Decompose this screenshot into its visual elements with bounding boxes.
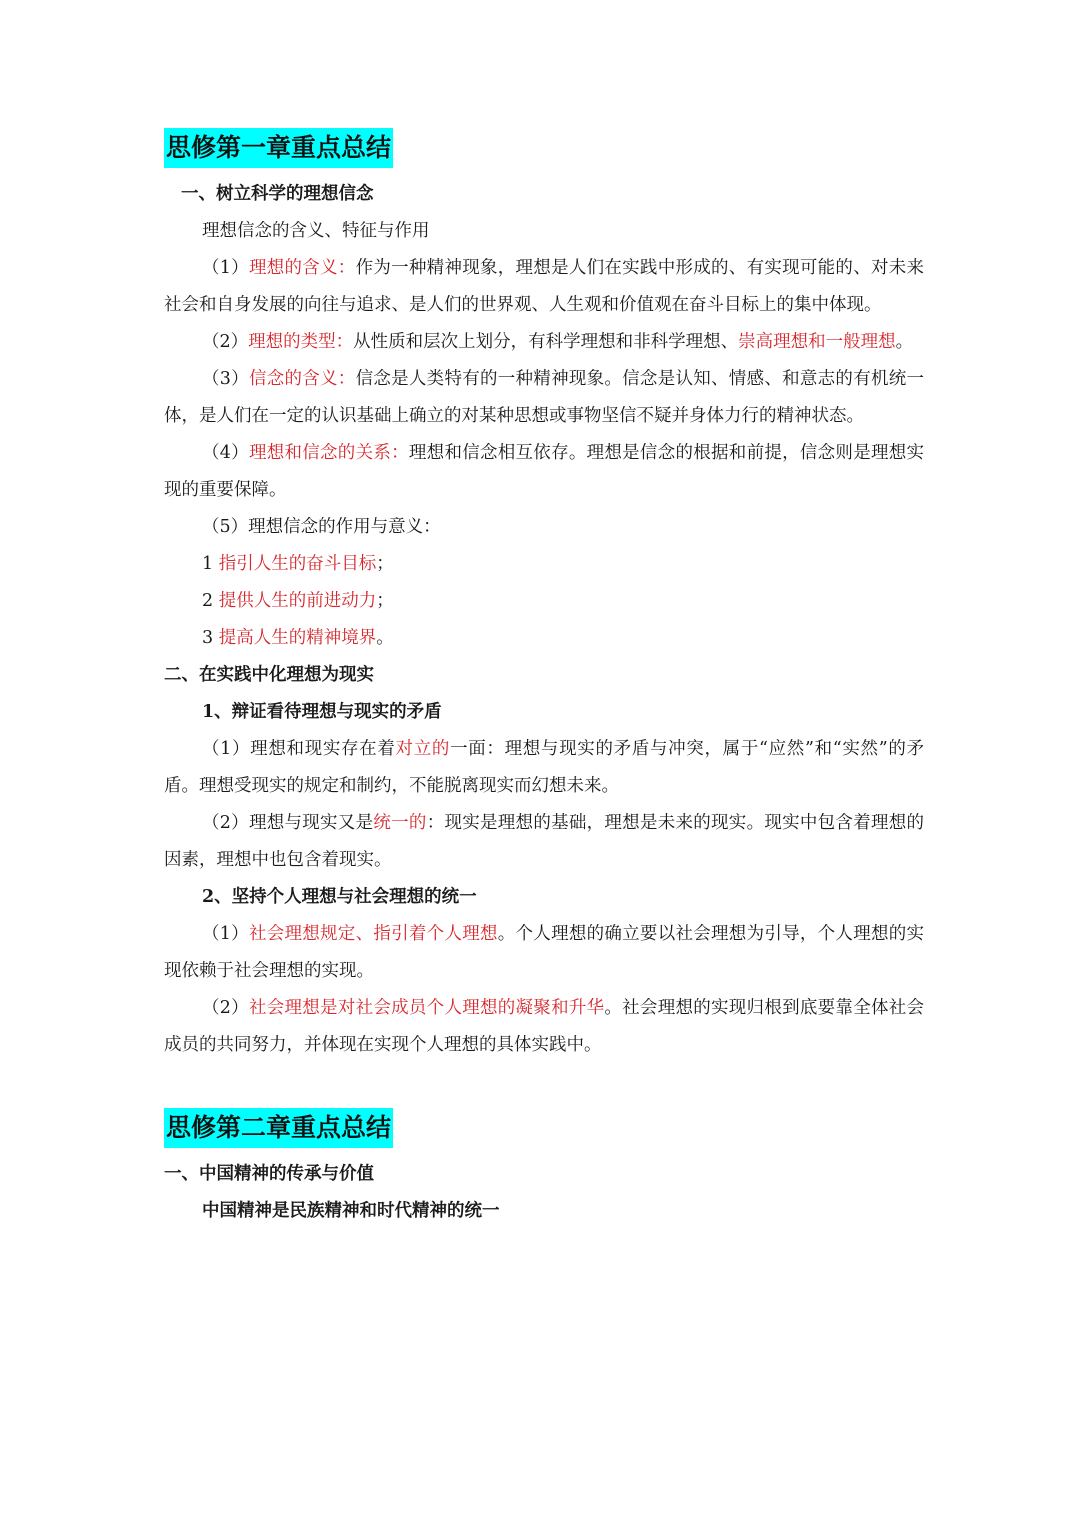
item-number: （2） bbox=[202, 998, 249, 1018]
section1-heading: 一、树立科学的理想信念 bbox=[181, 184, 374, 204]
chapter2-title: 思修第二章重点总结 bbox=[164, 1108, 393, 1148]
paragraph-lead: （2）理想与现实又是 bbox=[202, 813, 374, 833]
list-end: ； bbox=[376, 591, 394, 611]
paragraph-text: 一面：理想与现实的矛盾与冲突，属于“应然”和“实然”的矛盾。理想受现实的规定和制约，不能脱离现实而幻想未来。 bbox=[164, 739, 924, 796]
paragraph-end: 。 bbox=[895, 332, 914, 352]
highlight-term: 理想的类型： bbox=[248, 332, 354, 352]
paragraph-unity bbox=[164, 805, 924, 879]
highlight-term: 信念的含义： bbox=[248, 369, 356, 389]
highlight-term: 崇高理想和一般理想 bbox=[738, 332, 896, 352]
paragraph-social-sublimation bbox=[164, 990, 924, 1064]
highlight-term: 统一的 bbox=[373, 813, 427, 833]
paragraph-social-guides-personal bbox=[164, 916, 924, 990]
paragraph-belief-meaning bbox=[164, 361, 924, 435]
list-item bbox=[164, 583, 924, 620]
chapter2-title-row bbox=[164, 1108, 924, 1148]
list-number: 1 bbox=[202, 554, 219, 574]
list-number: 2 bbox=[202, 591, 219, 611]
highlight-term: 理想的含义： bbox=[248, 258, 356, 278]
list-number: 3 bbox=[202, 628, 219, 648]
paragraph-ideal-meaning bbox=[164, 250, 924, 324]
paragraph-text: 。社会理想的实现归根到底要靠全体社会成员的共同努力，并体现在实现个人理想的具体实践中。 bbox=[164, 998, 925, 1055]
paragraph-text: ：现实是理想的基础，理想是未来的现实。现实中包含着理想的因素，理想中也包含着现实。 bbox=[164, 813, 925, 870]
highlight-term: 对立的 bbox=[395, 739, 451, 759]
list-end: 。 bbox=[376, 628, 394, 648]
item-number: （1） bbox=[202, 924, 249, 944]
document-content bbox=[164, 128, 924, 1230]
paragraph-ideal-types bbox=[164, 324, 924, 361]
list-item bbox=[164, 620, 924, 657]
item-number: （4） bbox=[202, 443, 249, 463]
paragraph-function-heading: （5）理想信念的作用与意义： bbox=[202, 517, 441, 537]
paragraph-opposition bbox=[164, 731, 924, 805]
highlight-term: 社会理想规定、指引着个人理想 bbox=[248, 924, 498, 944]
list-item bbox=[164, 546, 924, 583]
item-number: （3） bbox=[202, 369, 249, 389]
subheading-ideal-belief: 理想信念的含义、特征与作用 bbox=[202, 221, 430, 241]
item-number: （1） bbox=[202, 258, 249, 278]
highlight-term: 社会理想是对社会成员个人理想的凝聚和升华 bbox=[248, 998, 605, 1018]
paragraph-text: 。个人理想的确立要以社会理想为引导，个人理想的实现依赖于社会理想的实现。 bbox=[164, 924, 925, 981]
chapter1-title-row bbox=[164, 128, 924, 168]
paragraph-lead: （1）理想和现实存在着 bbox=[202, 739, 396, 759]
list-end: ； bbox=[376, 554, 394, 574]
chapter1-title: 思修第一章重点总结 bbox=[164, 128, 393, 168]
list-text: 提高人生的精神境界 bbox=[218, 628, 377, 648]
highlight-term: 理想和信念的关系： bbox=[248, 443, 409, 463]
paragraph-text: 理想和信念相互依存。理想是信念的根据和前提，信念则是理想实现的重要保障。 bbox=[164, 443, 925, 500]
item-number: （2） bbox=[202, 332, 249, 352]
list-text: 提供人生的前进动力 bbox=[218, 591, 377, 611]
paragraph-ideal-belief-relation bbox=[164, 435, 924, 509]
chapter2-subheading: 中国精神是民族精神和时代精神的统一 bbox=[202, 1201, 500, 1221]
paragraph-text: 作为一种精神现象，理想是人们在实践中形成的、有实现可能的、对未来社会和自身发展的向往与追求、是人们的世界观、人生观和价值观在奋斗目标上的集中体现。 bbox=[164, 258, 925, 315]
chapter2-section1-heading: 一、中国精神的传承与价值 bbox=[164, 1164, 374, 1184]
subsection-2-1-heading: 1、辩证看待理想与现实的矛盾 bbox=[202, 702, 442, 722]
list-text: 指引人生的奋斗目标 bbox=[218, 554, 377, 574]
subsection-2-2-heading: 2、坚持个人理想与社会理想的统一 bbox=[202, 887, 477, 907]
section2-heading: 二、在实践中化理想为现实 bbox=[164, 665, 374, 685]
paragraph-text: 从性质和层次上划分，有科学理想和非科学理想、 bbox=[353, 332, 739, 352]
paragraph-text: 信念是人类特有的一种精神现象。信念是认知、情感、和意志的有机统一体，是人们在一定的认识基础上确立的对某种思想或事物坚信不疑并身体力行的精神状态。 bbox=[164, 369, 925, 426]
